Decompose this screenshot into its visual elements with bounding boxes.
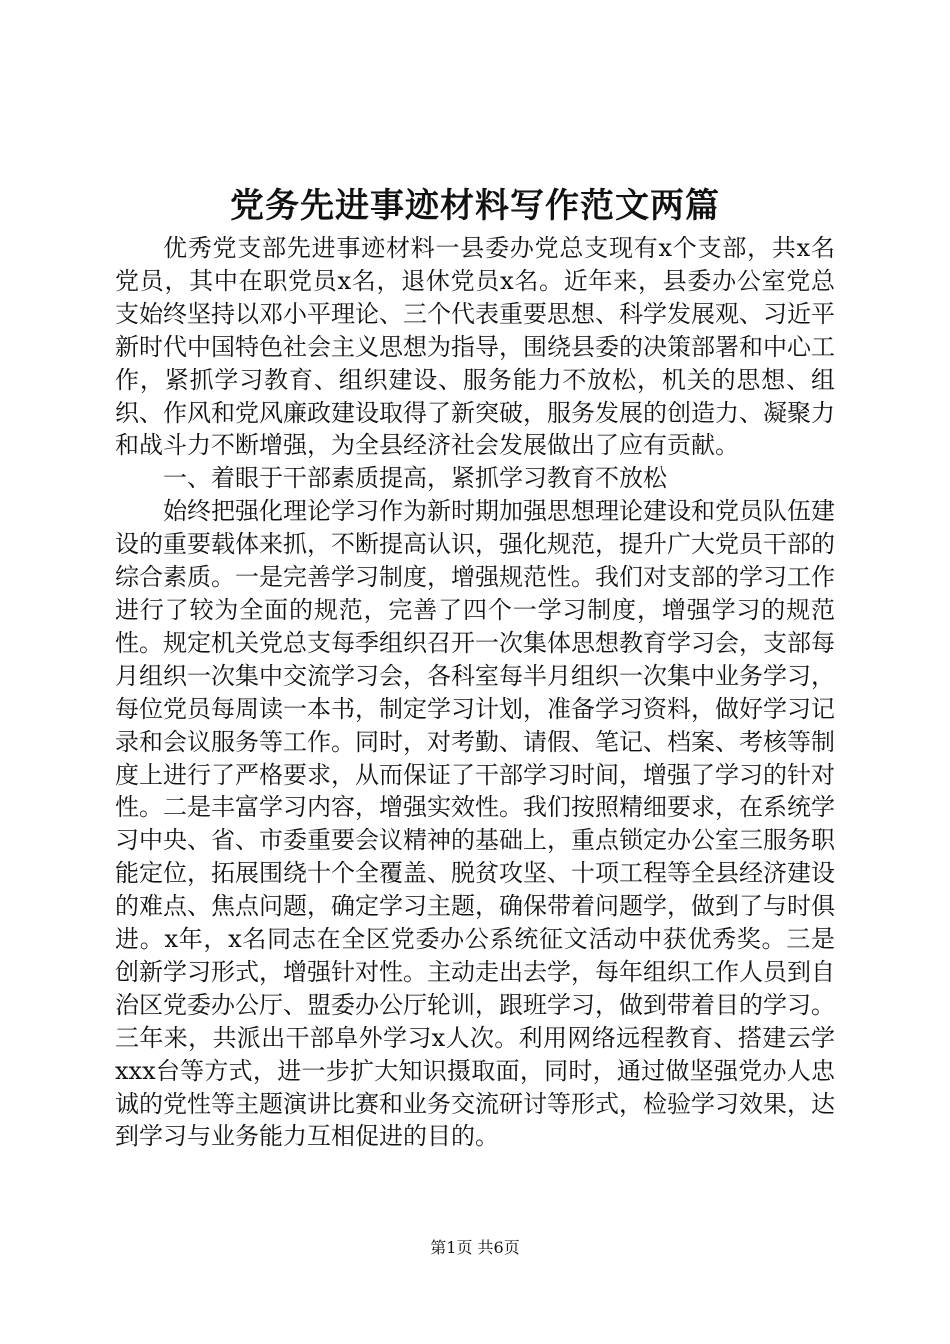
section-heading: 一、着眼于干部素质提高，紧抓学习教育不放松 [163,464,667,493]
document-title: 党务先进事迹材料写作范文两篇 [230,186,720,226]
document-body [115,232,835,1153]
body-paragraph: 始终把强化理论学习作为新时期加强思想理论建设和党员队伍建设的重要载体来抓，不断提高认识，强化规范，提升广大党员干部的综合素质。一是完善学习制度，增强规范性。我们对支部的学习工作进行了较为全面的规范，完善了四个一学习制度，增强学习的规范性。规定机关党总支每季组织召开一次集体思想教育学习会，支部每月组织一次集中交流学习会，各科室每半月组织一次集中业务学习，每位党员每周读一本书，制定学习计划，准备学习资料，做好学习记录和会议服务等工作。同时，对考勤、请假、笔记、档案、考核等制度上进行了严格要求，从而保证了干部学习时间，增强了学习的针对性。二是丰富学习内容，增强实效性。我们按照精细要求，在系统学习中央、省、市委重要会议精神的基础上，重点锁定办公室三服务职能定位，拓展围绕十个全覆盖、脱贫攻坚、十项工程等全县经济建设的难点、焦点问题，确定学习主题，确保带着问题学，做到了与时俱进。x年，x名同志在全区党委办公系统征文活动中获优秀奖。三是创新学习形式，增强针对性。主动走出去学，每年组织工作人员到自治区党委办公厅、盟委办公厅轮训，跟班学习，做到带着目的学习。三年来，共派出干部阜外学习x人次。利用网络远程教育、搭建云学xxx台等方式，进一步扩大知识摄取面，同时，通过做坚强党办人忠诚的党性等主题演讲比赛和业务交流研讨等形式，检验学习效果，达到学习与业务能力互相促进的目的。 [115,497,835,1151]
page-footer: 第1页 共6页 [430,1238,520,1257]
intro-paragraph: 优秀党支部先进事迹材料一县委办党总支现有x个支部，共x名党员，其中在职党员x名，退休党员x名。近年来，县委办公室党总支始终坚持以邓小平理论、三个代表重要思想、科学发展观、习近平新时代中国特色社会主义思想为指导，围绕县委的决策部署和中心工作，紧抓学习教育、组织建设、服务能力不放松，机关的思想、组织、作风和党风廉政建设取得了新突破，服务发展的创造力、凝聚力和战斗力不断增强，为全县经济社会发展做出了应有贡献。 [115,234,835,460]
